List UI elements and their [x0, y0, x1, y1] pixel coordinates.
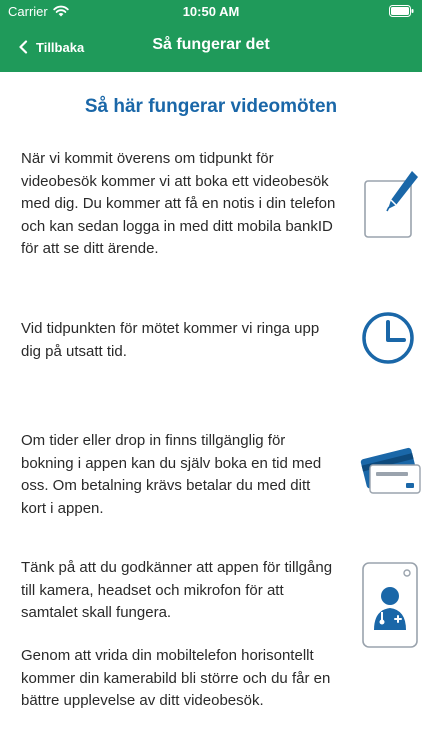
payment-cards-icon — [358, 445, 422, 499]
info-paragraph-permissions: Tänk på att du godkänner att appen för tillgång till kamera, headset och mikrofon för att samtalet skall fungera. — [21, 559, 333, 621]
clock-icon — [360, 310, 416, 366]
content-heading: Så här fungerar videomöten — [84, 96, 338, 117]
carrier-label: Carrier — [8, 4, 48, 19]
top-bar — [0, 0, 422, 72]
info-paragraph-rotate: Genom att vrida din mobiltelefon horisontellt kommer din kamerabild bli större och du får en bättre upplevelse av ditt videobesök. — [21, 647, 331, 709]
navigation-bar — [0, 30, 422, 64]
phone-doctor-icon — [360, 560, 420, 650]
battery-icon — [389, 5, 414, 17]
back-button-label: Tillbaka — [36, 39, 85, 55]
document-pen-icon — [360, 165, 420, 243]
info-paragraph-booking: När vi kommit överens om tidpunkt för videobesök kommer vi att boka ett videobesök med dig. Du kommer att få en notis i din telefon och kan sedan logga in med ditt mobila bankID för att se ditt ärende. — [21, 150, 336, 257]
status-bar — [0, 0, 422, 24]
status-time: 10:50 AM — [182, 4, 240, 19]
page-title: Så fungerar det — [152, 36, 270, 53]
info-paragraph-payment: Om tider eller drop in finns tillgänglig för bokning i appen kan du själv boka en tid med oss. Om betalning krävs betalar du med ditt kort i appen. — [21, 432, 322, 517]
info-paragraph-call: Vid tidpunkten för mötet kommer vi ringa upp dig på utsatt tid. — [21, 320, 320, 360]
